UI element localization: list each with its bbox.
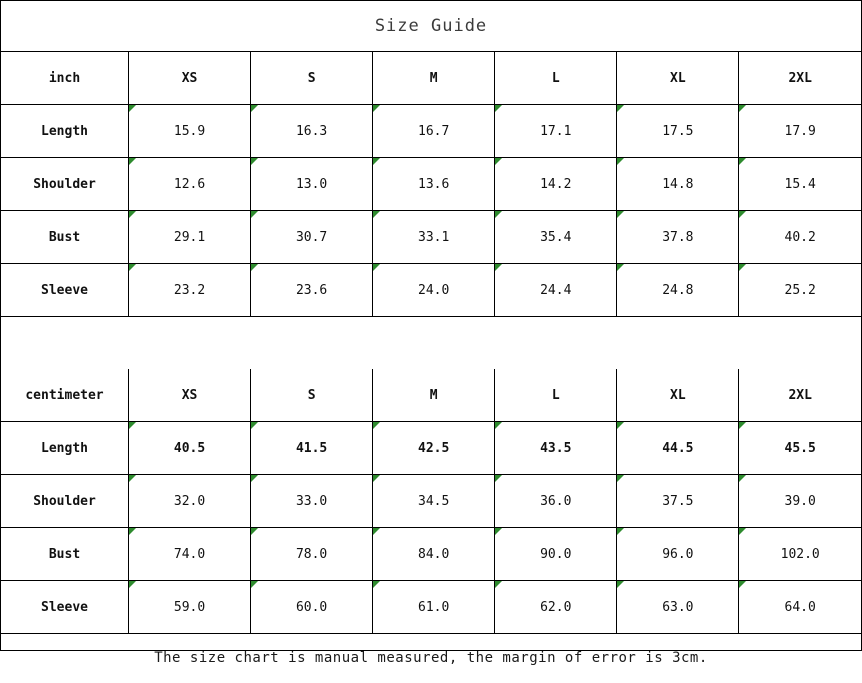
column-header-l: L	[495, 369, 617, 422]
cell-value: 78.0	[251, 528, 373, 581]
cell-value: 17.1	[495, 105, 617, 158]
cell-value: 43.5	[495, 422, 617, 475]
cell-value: 34.5	[373, 475, 495, 528]
column-header-s: S	[251, 52, 373, 105]
cell-value: 90.0	[495, 528, 617, 581]
cell-value: 40.5	[129, 422, 251, 475]
cell-value: 37.5	[617, 475, 739, 528]
cell-value: 24.0	[373, 264, 495, 317]
cell-value: 24.4	[495, 264, 617, 317]
cell-value: 13.6	[373, 158, 495, 211]
column-header-m: M	[373, 52, 495, 105]
table-row	[1, 158, 861, 211]
cell-value: 40.2	[739, 211, 861, 264]
cell-value: 16.7	[373, 105, 495, 158]
inch-table-section	[1, 52, 861, 369]
row-label-length: Length	[1, 105, 129, 158]
column-header-2xl: 2XL	[739, 369, 861, 422]
cell-value: 33.0	[251, 475, 373, 528]
row-label-shoulder: Shoulder	[1, 475, 129, 528]
cell-value: 35.4	[495, 211, 617, 264]
cell-value: 37.8	[617, 211, 739, 264]
table-row	[1, 581, 861, 634]
column-header-l: L	[495, 52, 617, 105]
row-label-bust: Bust	[1, 528, 129, 581]
cell-value: 14.2	[495, 158, 617, 211]
unit-label-centimeter: centimeter	[1, 369, 129, 422]
cell-value: 84.0	[373, 528, 495, 581]
cell-value: 74.0	[129, 528, 251, 581]
table-spacer-row	[1, 317, 861, 370]
cell-value: 41.5	[251, 422, 373, 475]
table-header-row	[1, 369, 861, 422]
table-row	[1, 475, 861, 528]
cell-value: 23.6	[251, 264, 373, 317]
cell-value: 15.4	[739, 158, 861, 211]
cell-value: 30.7	[251, 211, 373, 264]
cell-value: 64.0	[739, 581, 861, 634]
table-row	[1, 528, 861, 581]
cell-value: 17.9	[739, 105, 861, 158]
column-header-xl: XL	[617, 369, 739, 422]
page-title: Size Guide	[1, 1, 861, 52]
centimeter-table-section	[1, 369, 861, 633]
cell-value: 45.5	[739, 422, 861, 475]
cell-value: 44.5	[617, 422, 739, 475]
measurement-disclaimer: The size chart is manual measured, the margin of error is 3cm.	[1, 633, 861, 683]
cell-value: 60.0	[251, 581, 373, 634]
cell-value: 16.3	[251, 105, 373, 158]
table-row	[1, 422, 861, 475]
cell-value: 25.2	[739, 264, 861, 317]
cell-value: 96.0	[617, 528, 739, 581]
cell-value: 24.8	[617, 264, 739, 317]
column-header-xs: XS	[129, 369, 251, 422]
row-label-shoulder: Shoulder	[1, 158, 129, 211]
cell-value: 62.0	[495, 581, 617, 634]
column-header-m: M	[373, 369, 495, 422]
cell-value: 23.2	[129, 264, 251, 317]
cell-value: 14.8	[617, 158, 739, 211]
column-header-xs: XS	[129, 52, 251, 105]
table-row	[1, 264, 861, 317]
table-row	[1, 105, 861, 158]
cell-value: 61.0	[373, 581, 495, 634]
cell-value: 102.0	[739, 528, 861, 581]
row-label-sleeve: Sleeve	[1, 264, 129, 317]
cell-value: 32.0	[129, 475, 251, 528]
column-header-xl: XL	[617, 52, 739, 105]
cell-value: 13.0	[251, 158, 373, 211]
cell-value: 42.5	[373, 422, 495, 475]
cell-value: 17.5	[617, 105, 739, 158]
cell-value: 12.6	[129, 158, 251, 211]
row-label-length: Length	[1, 422, 129, 475]
cell-value: 33.1	[373, 211, 495, 264]
column-header-2xl: 2XL	[739, 52, 861, 105]
cell-value: 29.1	[129, 211, 251, 264]
row-label-sleeve: Sleeve	[1, 581, 129, 634]
cell-value: 36.0	[495, 475, 617, 528]
centimeter-size-table	[1, 369, 861, 633]
column-header-s: S	[251, 369, 373, 422]
cell-value: 59.0	[129, 581, 251, 634]
row-label-bust: Bust	[1, 211, 129, 264]
cell-value: 15.9	[129, 105, 251, 158]
spacer-cell	[1, 317, 861, 370]
cell-value: 63.0	[617, 581, 739, 634]
inch-size-table	[1, 52, 861, 369]
unit-label-inch: inch	[1, 52, 129, 105]
cell-value: 39.0	[739, 475, 861, 528]
table-header-row	[1, 52, 861, 105]
table-row	[1, 211, 861, 264]
